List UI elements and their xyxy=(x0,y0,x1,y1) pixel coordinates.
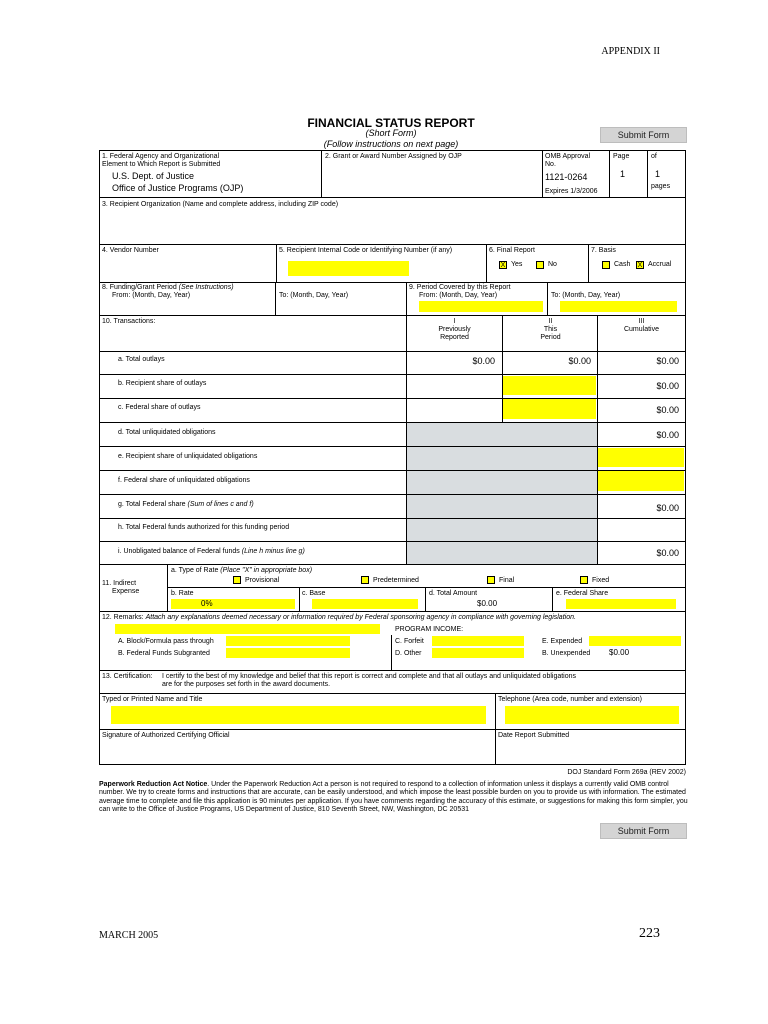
expended-label: E. Expended xyxy=(542,638,583,645)
row-i-label: i. Unobligated balance of Federal funds (Line h minus line g) xyxy=(118,548,305,555)
other-field[interactable] xyxy=(432,648,524,658)
box1-label: 1. Federal Agency and Organizational Element to Which Report is Submitted xyxy=(102,153,221,168)
predetermined-checkbox[interactable] xyxy=(361,576,369,584)
row-a-this-period[interactable]: $0.00 xyxy=(568,356,591,366)
row-g-shaded xyxy=(407,495,597,518)
page-label: Page xyxy=(613,153,630,160)
row-i-shaded xyxy=(407,542,597,564)
submit-form-button-top[interactable]: Submit Form xyxy=(600,127,687,143)
box10-label: 10. Transactions: xyxy=(102,318,156,325)
box5-label: 5. Recipient Internal Code or Identifying Number (if any) xyxy=(279,247,453,254)
col-this-period: II This Period xyxy=(540,318,561,341)
box13-label: 13. Certification: xyxy=(102,673,153,680)
unexpended-value: $0.00 xyxy=(609,648,630,657)
certification-text: I certify to the best of my knowledge and belief that this report is correct and complete and that all outlays and unliquidated obligations are for the purposes set forth in the award documents. xyxy=(162,673,577,688)
agency-value: U.S. Dept. of Justice xyxy=(112,171,195,181)
footer-date: MARCH 2005 xyxy=(99,930,159,941)
short-form-label: (Short Form) xyxy=(365,128,417,138)
paperwork-notice: Paperwork Reduction Act Notice. Under the Paperwork Reduction Act a person is not required to respond to a collection of information unless it displays a currently valid OMB control number. We try to create forms and instructions that are accurate, can be easily understood, and which impose the least possible burden on you to provide us with information. The estimated average time to complete and file this application is 90 minutes per application. If you have comments regarding the accuracy of this estimate, or suggestions for making this form simpler, you can write to the Office of Justice Programs, US Department of Justice, 810 Seventh Street, NW, Washington, DC 20531 xyxy=(99,781,688,813)
row-c-cumulative: $0.00 xyxy=(656,405,679,415)
period-from-field[interactable] xyxy=(419,301,543,312)
row-g-cumulative: $0.00 xyxy=(656,503,679,513)
provisional-label: Provisional xyxy=(245,577,280,584)
final-yes-label: Yes xyxy=(511,261,523,268)
row-c-this-period-field[interactable] xyxy=(503,399,596,419)
fixed-rate-checkbox[interactable] xyxy=(580,576,588,584)
unexpended-label: B. Unexpended xyxy=(542,650,591,657)
base-field[interactable] xyxy=(312,599,418,609)
final-rate-label: Final xyxy=(499,577,515,584)
basis-cash-checkbox[interactable] xyxy=(602,261,610,269)
federal-subgranted-field[interactable] xyxy=(226,648,350,658)
expended-field[interactable] xyxy=(589,636,681,646)
row-a-cumulative: $0.00 xyxy=(656,356,679,366)
box7-label: 7. Basis xyxy=(591,247,616,254)
forfeit-label: C. Forfeit xyxy=(395,638,424,645)
name-title-field[interactable] xyxy=(111,706,486,724)
row-e-cumulative-field[interactable] xyxy=(598,448,684,467)
final-no-label: No xyxy=(548,261,557,268)
instructions-label: (Follow instructions on next page) xyxy=(323,139,459,149)
box8-label: 8. Funding/Grant Period (See Instructions) xyxy=(102,284,234,291)
row-d-cumulative: $0.00 xyxy=(656,430,679,440)
total-amount-value: $0.00 xyxy=(477,599,498,608)
provisional-checkbox[interactable] xyxy=(233,576,241,584)
internal-code-field[interactable] xyxy=(288,261,409,276)
rate-field[interactable] xyxy=(171,599,295,609)
remarks-field[interactable] xyxy=(115,624,380,634)
row-f-shaded xyxy=(407,471,597,494)
box12-label: 12. Remarks: Attach any explanations deemed necessary or information required by Federal sponsoring agency in compliance with governing legislation. xyxy=(102,614,576,621)
page-number: 223 xyxy=(639,926,660,941)
col-previously-reported: I Previously Reported xyxy=(438,318,471,341)
row-d-shaded xyxy=(407,423,597,446)
final-yes-checkbox[interactable]: X xyxy=(500,262,506,269)
row-h-label: h. Total Federal funds authorized for this funding period xyxy=(118,524,290,531)
row-e-shaded xyxy=(407,447,597,470)
row-b-cumulative: $0.00 xyxy=(656,381,679,391)
box9-label: 9. Period Covered by this Report xyxy=(409,284,511,291)
of-value[interactable]: 1 xyxy=(655,169,661,179)
row-c-label: c. Federal share of outlays xyxy=(118,404,201,411)
federal-share-label: e. Federal Share xyxy=(556,590,609,597)
row-a-previous[interactable]: $0.00 xyxy=(472,356,495,366)
program-income-label: PROGRAM INCOME: xyxy=(395,626,464,633)
federal-subgranted-label: B. Federal Funds Subgranted xyxy=(118,650,210,657)
box8-from: From: (Month, Day, Year) xyxy=(112,292,191,299)
total-amount-label: d. Total Amount xyxy=(429,590,478,597)
row-i-cumulative: $0.00 xyxy=(656,548,679,558)
telephone-label: Telephone (Area code, number and extension) xyxy=(498,696,642,703)
box8-to: To: (Month, Day, Year) xyxy=(279,292,349,299)
basis-cash-label: Cash xyxy=(614,261,631,268)
other-label: D. Other xyxy=(395,650,422,657)
box2-label: 2. Grant or Award Number Assigned by OJP xyxy=(325,153,462,160)
row-g-label: g. Total Federal share (Sum of lines c and f) xyxy=(118,501,254,508)
box11-label: 11. Indirect Expense xyxy=(102,580,140,595)
submit-form-button-bottom[interactable]: Submit Form xyxy=(600,823,687,839)
omb-label: OMB Approval No. xyxy=(545,153,591,168)
basis-accrual-label: Accrual xyxy=(648,261,672,268)
federal-share-field[interactable] xyxy=(566,599,676,609)
period-to-field[interactable] xyxy=(560,301,677,312)
financial-status-form xyxy=(99,150,686,765)
name-title-label: Typed or Printed Name and Title xyxy=(102,696,203,703)
rate-value: 0% xyxy=(201,599,213,608)
row-f-cumulative-field[interactable] xyxy=(598,471,684,491)
predetermined-label: Predetermined xyxy=(373,577,419,584)
row-f-label: f. Federal share of unliquidated obligations xyxy=(118,477,250,484)
row-e-label: e. Recipient share of unliquidated obligations xyxy=(118,453,258,460)
appendix-label: APPENDIX II xyxy=(601,46,660,57)
page-value[interactable]: 1 xyxy=(620,169,626,179)
rate-type-label: a. Type of Rate (Place "X" in appropriate box) xyxy=(171,567,313,574)
box9-to: To: (Month, Day, Year) xyxy=(551,292,621,299)
col-cumulative: III Cumulative xyxy=(623,318,659,333)
date-submitted-label: Date Report Submitted xyxy=(498,732,570,739)
omb-number: 1121-0264 xyxy=(545,172,588,182)
signature-label: Signature of Authorized Certifying Official xyxy=(102,732,230,739)
of-label: of xyxy=(651,153,657,160)
form-title: FINANCIAL STATUS REPORT xyxy=(307,116,475,130)
office-value: Office of Justice Programs (OJP) xyxy=(112,183,244,193)
rate-label: b. Rate xyxy=(171,590,194,597)
omb-expires: Expires 1/3/2006 xyxy=(545,188,598,195)
base-label: c. Base xyxy=(302,590,326,597)
row-b-this-period-field[interactable] xyxy=(503,376,596,395)
row-a-label: a. Total outlays xyxy=(118,356,165,363)
box3-label: 3. Recipient Organization (Name and complete address, including ZIP code) xyxy=(102,201,339,208)
doj-form-number: DOJ Standard Form 269a (REV 2002) xyxy=(567,769,686,776)
box6-label: 6. Final Report xyxy=(489,247,535,254)
box9-from: From: (Month, Day, Year) xyxy=(419,292,498,299)
box4-label: 4. Vendor Number xyxy=(102,247,159,254)
final-no-checkbox[interactable] xyxy=(536,261,544,269)
block-formula-label: A. Block/Formula pass through xyxy=(118,638,214,645)
row-h-shaded xyxy=(407,519,597,542)
block-formula-field[interactable] xyxy=(226,636,350,646)
basis-accrual-checkbox[interactable]: X xyxy=(637,262,643,269)
pages-label: pages xyxy=(651,183,671,190)
row-b-label: b. Recipient share of outlays xyxy=(118,380,207,387)
row-d-label: d. Total unliquidated obligations xyxy=(118,429,216,436)
fixed-rate-label: Fixed xyxy=(592,577,610,584)
final-rate-checkbox[interactable] xyxy=(487,576,495,584)
telephone-field[interactable] xyxy=(505,706,679,724)
forfeit-field[interactable] xyxy=(432,636,524,646)
